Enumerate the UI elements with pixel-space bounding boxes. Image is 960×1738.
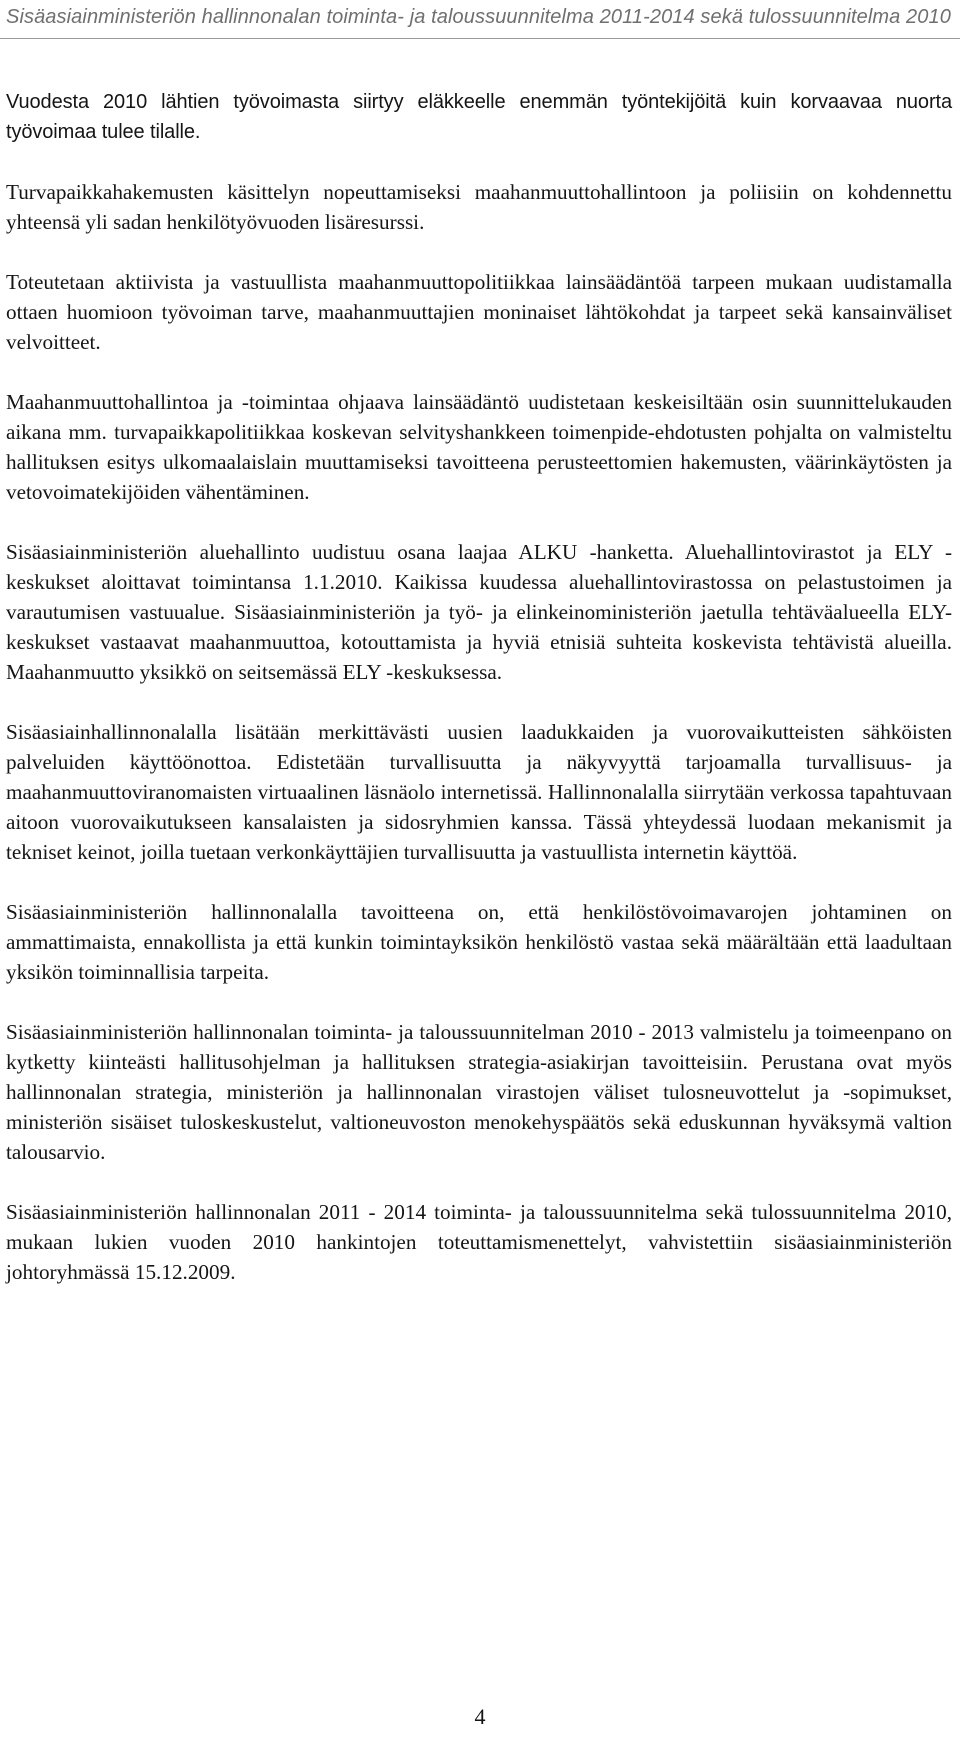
running-header: Sisäasiainministeriön hallinnonalan toiminta- ja taloussuunnitelma 2011-2014 sekä tulossuunnitelma 2010 [6, 6, 951, 28]
paragraph: Sisäasiainhallinnonalalla lisätään merkittävästi uusien laadukkaiden ja vuorovaikutteisten sähköisten palveluiden käyttöönottoa. Edistetään turvallisuutta ja näkyvyyttä tarjoamalla turvallisuus- ja maahanmuuttoviranomaisten virtuaalinen läsnäolo internetissä. Hallinnonalalla siirrytään verkossa tapahtuvaan aitoon vuorovaikutukseen kansalaisten ja sidosryhmien kanssa. Tässä yhteydessä luodaan mekanismit ja tekniset keinot, joilla tuetaan verkonkäyttäjien turvallisuutta ja vastuullista internetin käyttöä. [6, 720, 952, 864]
paragraph: Sisäasiainministeriön hallinnonalalla tavoitteena on, että henkilöstövoimavarojen johtaminen on ammattimaista, ennakollista ja että kunkin toimintayksikön henkilöstö vastaa sekä määrältään että laadultaan yksikön toiminnallisia tarpeita. [6, 900, 952, 984]
paragraph: Maahanmuuttohallintoa ja -toimintaa ohjaava lainsäädäntö uudistetaan keskeisiltään osin suunnittelukauden aikana mm. turvapaikkapolitiikkaa koskevan selvityshankkeen toimenpide-ehdotusten pohjalta on valmisteltu hallituksen esitys ulkomaalaislain muuttamiseksi tavoitteena perusteettomien hakemusten, väärinkäytösten ja vetovoimatekijöiden vähentäminen. [6, 390, 952, 504]
document-body [6, 87, 952, 1317]
paragraph: Sisäasiainministeriön hallinnonalan toiminta- ja taloussuunnitelman 2010 - 2013 valmistelu ja toimeenpano on kytketty kiinteästi hallitusohjelman ja hallituksen strategia-asiakirjan tavoitteisiin. Perustana ovat myös hallinnonalan strategia, ministeriön ja hallinnonalan virastojen väliset tulosneuvottelut ja -sopimukset, ministeriön sisäiset tuloskeskustelut, valtioneuvoston menokehyspäätös sekä eduskunnan hyväksymä valtion talousarvio. [6, 1020, 952, 1164]
paragraph: Vuodesta 2010 lähtien työvoimasta siirtyy eläkkeelle enemmän työntekijöitä kuin korvaavaa nuorta työvoimaa tulee tilalle. [6, 91, 952, 143]
paragraph: Turvapaikkahakemusten käsittelyn nopeuttamiseksi maahanmuuttohallintoon ja poliisiin on kohdennettu yhteensä yli sadan henkilötyövuoden lisäresurssi. [6, 180, 952, 234]
header-rule [0, 38, 960, 39]
paragraph: Sisäasiainministeriön aluehallinto uudistuu osana laajaa ALKU -hanketta. Aluehallintovirastot ja ELY -keskukset aloittavat toimintansa 1.1.2010. Kaikissa kuudessa aluehallintovirastossa on pelastustoimen ja varautumisen vastuualue. Sisäasiainministeriön ja työ- ja elinkeinoministeriön jaetulla tehtäväalueella ELY-keskukset vastaavat maahanmuuttoa, kotouttamista ja hyviä etnisiä suhteita koskevista tehtävistä alueilla. Maahanmuutto yksikkö on seitsemässä ELY -keskuksessa. [6, 540, 952, 684]
paragraph: Toteutetaan aktiivista ja vastuullista maahanmuuttopolitiikkaa lainsäädäntöä tarpeen mukaan uudistamalla ottaen huomioon työvoiman tarve, maahanmuuttajien moninaiset lähtökohdat ja tarpeet sekä kansainväliset velvoitteet. [6, 270, 952, 354]
page-number: 4 [474, 1704, 486, 1729]
paragraph: Sisäasiainministeriön hallinnonalan 2011 - 2014 toiminta- ja taloussuunnitelma sekä tulossuunnitelma 2010, mukaan lukien vuoden 2010 hankintojen toteuttamismenettelyt, vahvistettiin sisäasiainministeriön johtoryhmässä 15.12.2009. [6, 1200, 952, 1284]
